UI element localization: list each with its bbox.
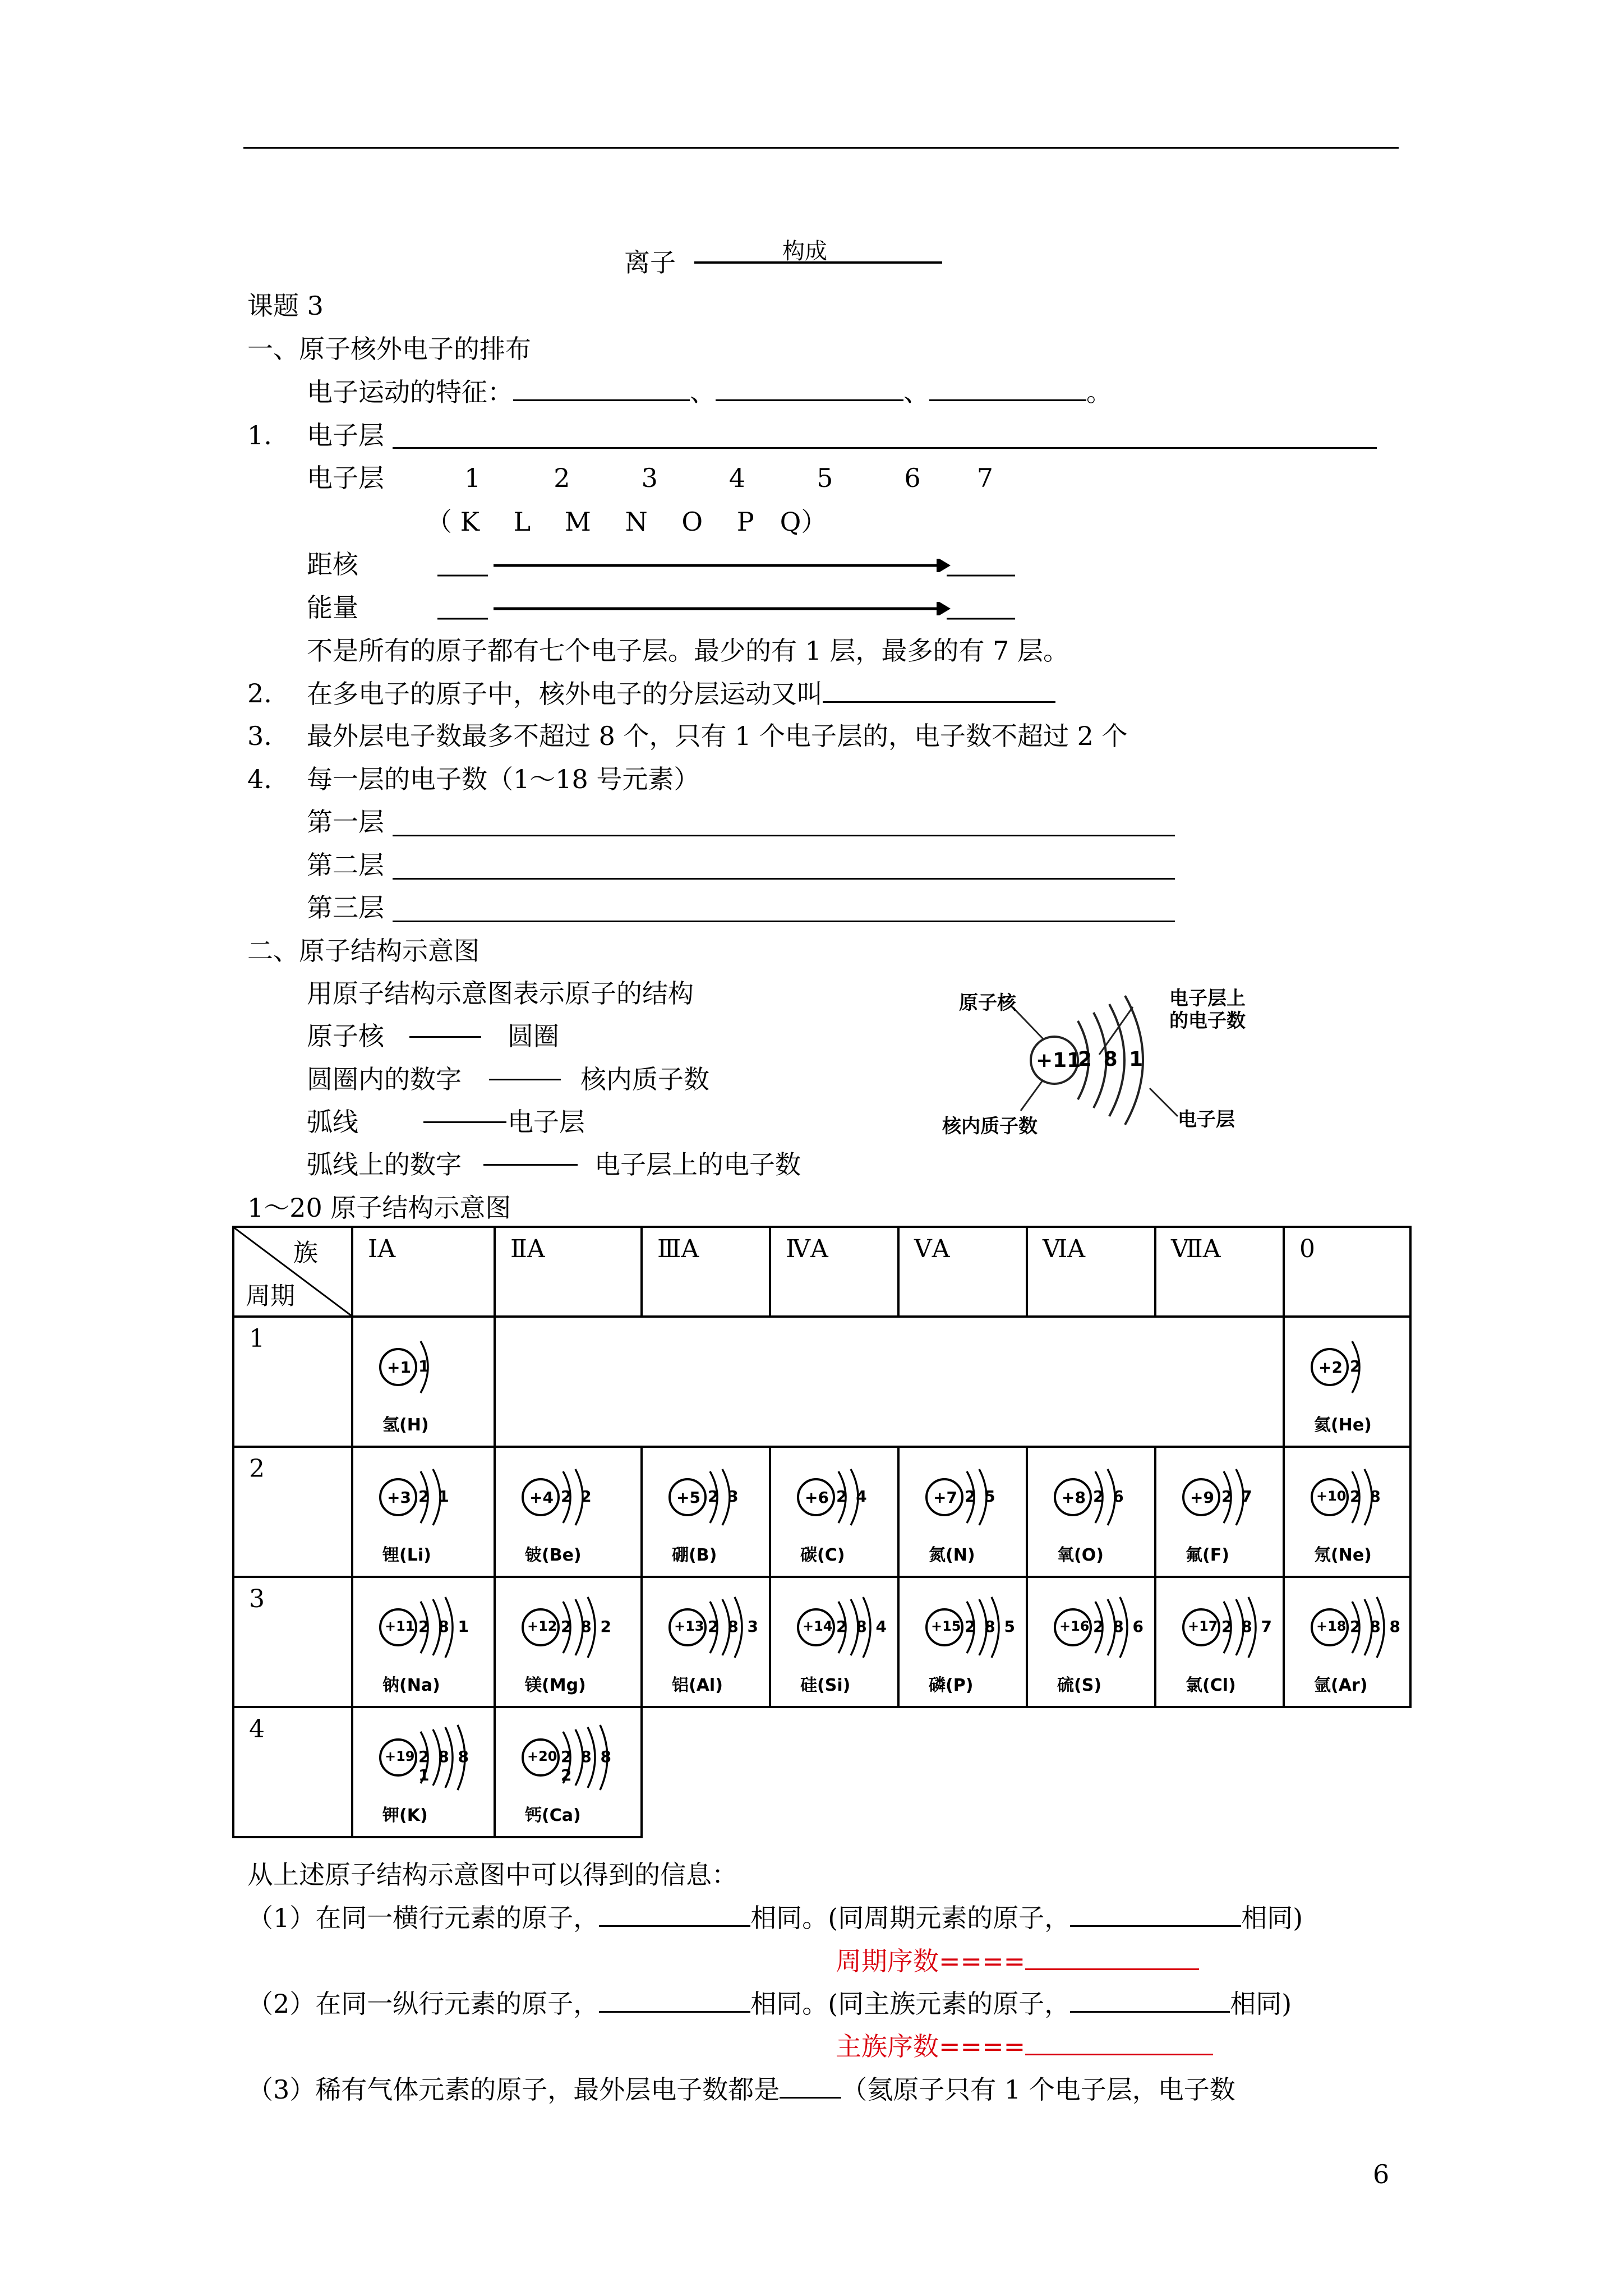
legend-dash bbox=[483, 1164, 578, 1166]
period-label: 4 bbox=[249, 1715, 265, 1743]
element-cell bbox=[1155, 1447, 1284, 1577]
element-cell bbox=[352, 1317, 495, 1447]
group-label: ⅠA bbox=[368, 1235, 396, 1263]
page-title bbox=[624, 246, 676, 279]
diagram-label-shell: 电子层 bbox=[1178, 1108, 1235, 1131]
atom-electrons: 2 1 bbox=[418, 1487, 450, 1506]
blank-1[interactable] bbox=[513, 375, 690, 401]
atom-diagram bbox=[663, 1593, 769, 1699]
element-name: 镁(Mg) bbox=[525, 1676, 586, 1695]
legend-dash bbox=[423, 1121, 506, 1123]
atom-electrons: 2 7 bbox=[1221, 1487, 1253, 1506]
arrow-head-icon bbox=[937, 559, 951, 572]
element-name: 锂(Li) bbox=[382, 1545, 431, 1565]
atom-core: +12 bbox=[527, 1618, 557, 1634]
period-equation: 周期序数==== bbox=[836, 1946, 1026, 1976]
element-name: 氟(F) bbox=[1186, 1545, 1229, 1565]
atom-electrons: 2 8 8 2 bbox=[561, 1747, 612, 1784]
pointer-line bbox=[1021, 1080, 1043, 1111]
diagram-label-protons: 核内质子数 bbox=[942, 1115, 1038, 1138]
layer2-blank[interactable] bbox=[393, 878, 1175, 880]
group-label: ⅢA bbox=[657, 1235, 699, 1263]
layer3-blank[interactable] bbox=[393, 921, 1175, 922]
q1-blank-2[interactable] bbox=[1070, 1901, 1241, 1927]
q1-label-2: 相同。(同周期元素的原子， bbox=[750, 1903, 1071, 1933]
atom-core: +7 bbox=[933, 1488, 957, 1507]
sep: 、 bbox=[690, 377, 716, 407]
empty-span-cell bbox=[495, 1317, 1284, 1447]
group-label: ⅤA bbox=[914, 1235, 950, 1263]
periodic-table bbox=[232, 1226, 1412, 1838]
atom-electrons: 2 8 bbox=[1350, 1487, 1381, 1506]
info-q1-red bbox=[836, 1944, 1199, 1978]
section1-heading: 一、原子核外电子的排布 bbox=[247, 334, 531, 364]
period-cell bbox=[233, 1707, 352, 1837]
atom-diagram bbox=[1177, 1593, 1283, 1699]
element-name: 碳(C) bbox=[800, 1545, 845, 1565]
item2-text bbox=[307, 677, 1055, 711]
atom-diagram bbox=[791, 1593, 898, 1699]
element-cell bbox=[1155, 1577, 1284, 1707]
group-label: ⅦA bbox=[1171, 1235, 1221, 1263]
legend-term: 圆圈内的数字 bbox=[307, 1064, 462, 1094]
layer-number: 2 bbox=[554, 463, 570, 493]
layer-numbers bbox=[464, 461, 993, 495]
element-cell bbox=[770, 1577, 898, 1707]
atom-core: +6 bbox=[805, 1488, 829, 1507]
q2-label: （2）在同一纵行元素的原子， bbox=[247, 1989, 600, 2019]
section2-heading: 二、原子结构示意图 bbox=[247, 936, 479, 966]
distance-label: 距核 bbox=[307, 549, 358, 579]
legend-row-2 bbox=[307, 1062, 462, 1096]
item3-number: 3. bbox=[247, 721, 272, 751]
period-row bbox=[233, 1447, 1410, 1577]
period-label: 2 bbox=[249, 1455, 265, 1483]
atom-core: +4 bbox=[529, 1488, 554, 1507]
sep: 、 bbox=[903, 377, 929, 407]
atom-electrons: 2 4 bbox=[836, 1487, 868, 1506]
element-cell bbox=[1284, 1577, 1410, 1707]
period-label: 1 bbox=[249, 1324, 265, 1353]
table-title: 1～20 原子结构示意图 bbox=[247, 1193, 511, 1223]
blank-2[interactable] bbox=[716, 375, 903, 401]
atom-diagram bbox=[791, 1462, 898, 1569]
element-name: 硼(B) bbox=[672, 1545, 717, 1565]
element-cell bbox=[1284, 1317, 1410, 1447]
layer-number: 5 bbox=[817, 463, 833, 493]
item4-number: 4. bbox=[247, 764, 272, 794]
group-header bbox=[1027, 1227, 1155, 1317]
legend-row-1 bbox=[307, 1019, 384, 1053]
group-blank[interactable] bbox=[1025, 2029, 1213, 2055]
element-cell bbox=[495, 1707, 642, 1837]
layer-number: 6 bbox=[904, 463, 921, 493]
pointer-line bbox=[1015, 1010, 1043, 1039]
info-q2-red bbox=[836, 2029, 1213, 2063]
element-name: 磷(P) bbox=[929, 1676, 974, 1695]
legend-value: 圆圈 bbox=[508, 1021, 559, 1051]
item2-label: 在多电子的原子中，核外电子的分层运动又叫 bbox=[307, 679, 823, 709]
atom-core: +10 bbox=[1316, 1488, 1347, 1504]
period: 。 bbox=[1086, 377, 1112, 407]
atom-electrons: 2 bbox=[1350, 1357, 1362, 1375]
header-rule bbox=[243, 147, 1399, 149]
element-cell bbox=[352, 1707, 495, 1837]
corner-group: 族 bbox=[293, 1239, 318, 1267]
layers-label: 电子层 bbox=[307, 463, 384, 493]
element-cell bbox=[352, 1577, 495, 1707]
q2-blank-2[interactable] bbox=[1070, 1986, 1230, 2013]
item1-label: 电子层 bbox=[307, 420, 384, 450]
energy-label: 能量 bbox=[307, 592, 358, 623]
element-name: 氩(Ar) bbox=[1314, 1676, 1368, 1695]
legend-row-4 bbox=[307, 1148, 462, 1181]
atom-diagram bbox=[374, 1723, 480, 1829]
element-name: 硅(Si) bbox=[800, 1676, 851, 1695]
period-cell bbox=[233, 1577, 352, 1707]
atom-core: +11 bbox=[385, 1618, 415, 1634]
element-cell bbox=[1284, 1447, 1410, 1577]
legend-dash bbox=[409, 1036, 481, 1038]
atom-core: +13 bbox=[674, 1618, 704, 1634]
atom-electrons: 2 8 8 1 bbox=[418, 1747, 469, 1784]
atom-diagram bbox=[516, 1593, 623, 1699]
element-name: 铝(Al) bbox=[672, 1676, 723, 1695]
q3-label-2: （氦原子只有 1 个电子层，电子数 bbox=[841, 2074, 1235, 2105]
layer2-label: 第二层 bbox=[307, 850, 384, 880]
layer1-blank[interactable] bbox=[393, 835, 1175, 836]
legend-value: 电子层 bbox=[508, 1107, 585, 1137]
atom-core: +14 bbox=[803, 1618, 833, 1634]
element-name: 氮(N) bbox=[929, 1545, 975, 1565]
group-label: ⅥA bbox=[1043, 1235, 1086, 1263]
group-header bbox=[352, 1227, 495, 1317]
blank-3[interactable] bbox=[929, 375, 1086, 401]
atom-diagram bbox=[1048, 1462, 1155, 1569]
diagram-label-nucleus: 原子核 bbox=[959, 992, 1016, 1014]
atom-electrons: 2 8 3 bbox=[708, 1617, 759, 1636]
element-name: 硫(S) bbox=[1057, 1676, 1102, 1695]
atom-core: +20 bbox=[527, 1749, 557, 1764]
lesson-label: 课题 3 bbox=[247, 291, 324, 321]
atom-core: +18 bbox=[1316, 1618, 1347, 1634]
element-cell bbox=[495, 1447, 642, 1577]
atom-diagram bbox=[516, 1723, 623, 1829]
q1-label-3: 相同) bbox=[1241, 1903, 1303, 1933]
diagram-electrons: 2 8 1 bbox=[1078, 1048, 1144, 1071]
layer-number: 3 bbox=[641, 463, 658, 493]
atom-diagram bbox=[516, 1462, 623, 1569]
legend-term: 弧线上的数字 bbox=[307, 1149, 462, 1180]
q3-label: （3）稀有气体元素的原子，最外层电子数都是 bbox=[247, 2074, 780, 2105]
info-q3 bbox=[247, 2072, 1235, 2106]
title-handwritten: 构成 bbox=[782, 238, 827, 264]
q1-blank-1[interactable] bbox=[599, 1901, 750, 1927]
element-cell bbox=[898, 1577, 1027, 1707]
group-header bbox=[898, 1227, 1027, 1317]
group-header bbox=[1155, 1227, 1284, 1317]
layer-number: 7 bbox=[976, 463, 993, 493]
element-name: 钠(Na) bbox=[382, 1676, 440, 1695]
legend-term: 原子核 bbox=[307, 1021, 384, 1051]
section2-intro: 用原子结构示意图表示原子的结构 bbox=[307, 978, 694, 1009]
group-header bbox=[495, 1227, 642, 1317]
atom-electrons: 2 8 1 bbox=[418, 1617, 469, 1636]
period-blank[interactable] bbox=[1025, 1944, 1199, 1970]
atom-diagram bbox=[374, 1332, 480, 1439]
legend-value: 核内质子数 bbox=[580, 1064, 709, 1094]
structure-example-diagram bbox=[931, 976, 1290, 1144]
period-row bbox=[233, 1317, 1410, 1447]
element-cell bbox=[642, 1577, 770, 1707]
layer-letters: （ K L M N O P Q） bbox=[426, 507, 827, 537]
pointer-line bbox=[1150, 1088, 1178, 1116]
element-cell bbox=[642, 1447, 770, 1577]
legend-term: 弧线 bbox=[307, 1107, 358, 1137]
atom-electrons: 2 8 5 bbox=[965, 1617, 1016, 1636]
feature-label: 电子运动的特征： bbox=[307, 377, 513, 407]
atom-core: +3 bbox=[387, 1488, 411, 1507]
corner-period: 周期 bbox=[246, 1282, 295, 1310]
atom-core: +16 bbox=[1059, 1618, 1090, 1634]
item4-text: 每一层的电子数（1～18 号元素） bbox=[307, 764, 700, 794]
q2-label-3: 相同) bbox=[1230, 1989, 1292, 2019]
period-row bbox=[233, 1707, 1410, 1837]
atom-core: +15 bbox=[931, 1618, 961, 1634]
element-name: 氖(Ne) bbox=[1314, 1545, 1372, 1565]
item3-text: 最外层电子数最多不超过 8 个，只有 1 个电子层的，电子数不超过 2 个 bbox=[307, 721, 1128, 751]
element-cell bbox=[1027, 1447, 1155, 1577]
layer1-label: 第一层 bbox=[307, 807, 384, 837]
element-cell bbox=[495, 1577, 642, 1707]
q2-label-2: 相同。(同主族元素的原子， bbox=[750, 1989, 1071, 2019]
atom-diagram bbox=[1305, 1332, 1412, 1439]
legend-row-3 bbox=[307, 1105, 358, 1139]
feature-line bbox=[307, 375, 1112, 409]
atom-electrons: 2 2 bbox=[561, 1487, 592, 1506]
title-prefix: 离子 bbox=[624, 247, 676, 278]
atom-electrons: 2 3 bbox=[708, 1487, 739, 1506]
layer-number: 1 bbox=[464, 463, 481, 493]
period-cell bbox=[233, 1447, 352, 1577]
group-label: ⅣA bbox=[786, 1235, 828, 1263]
layer-number: 4 bbox=[728, 463, 746, 493]
element-name: 氦(He) bbox=[1314, 1415, 1372, 1435]
atom-diagram bbox=[374, 1593, 480, 1699]
header-row bbox=[233, 1227, 1410, 1317]
group-header bbox=[1284, 1227, 1410, 1317]
q1-label: （1）在同一横行元素的原子， bbox=[247, 1903, 600, 1933]
atom-electrons: 2 8 8 bbox=[1350, 1617, 1401, 1636]
atom-electrons: 2 8 4 bbox=[836, 1617, 887, 1636]
legend-dash bbox=[489, 1079, 561, 1080]
element-name: 钾(K) bbox=[382, 1806, 428, 1825]
element-cell bbox=[352, 1447, 495, 1577]
atom-core: +9 bbox=[1190, 1488, 1214, 1507]
group-equation: 主族序数==== bbox=[836, 2031, 1026, 2062]
atom-electrons: 2 8 6 bbox=[1093, 1617, 1144, 1636]
corner-cell bbox=[233, 1227, 352, 1317]
atom-core: +2 bbox=[1318, 1358, 1343, 1377]
item2-blank[interactable] bbox=[823, 677, 1055, 703]
legend-value: 电子层上的电子数 bbox=[594, 1149, 801, 1180]
atom-core: +17 bbox=[1188, 1618, 1218, 1634]
arrow-head-icon bbox=[937, 602, 951, 615]
q2-blank-1[interactable] bbox=[599, 1986, 750, 2013]
element-cell bbox=[1027, 1577, 1155, 1707]
page-number: 6 bbox=[1373, 2159, 1390, 2189]
info-q2 bbox=[247, 1986, 1292, 2021]
atom-electrons: 2 8 2 bbox=[561, 1617, 612, 1636]
diagram-core: +11 bbox=[1036, 1049, 1081, 1072]
atom-electrons: 2 8 7 bbox=[1221, 1617, 1272, 1636]
atom-diagram bbox=[663, 1462, 769, 1569]
atom-diagram bbox=[920, 1593, 1026, 1699]
atom-diagram bbox=[920, 1462, 1026, 1569]
layer3-label: 第三层 bbox=[307, 892, 384, 923]
item2-number: 2. bbox=[247, 678, 272, 708]
atom-electrons: 2 6 bbox=[1093, 1487, 1124, 1506]
atom-diagram bbox=[374, 1462, 480, 1569]
info-heading: 从上述原子结构示意图中可以得到的信息： bbox=[247, 1860, 737, 1890]
element-cell bbox=[898, 1447, 1027, 1577]
atom-core: +1 bbox=[387, 1358, 411, 1377]
layer-note: 不是所有的原子都有七个电子层。最少的有 1 层，最多的有 7 层。 bbox=[307, 636, 1069, 666]
q3-blank[interactable] bbox=[780, 2072, 841, 2099]
atom-core: +5 bbox=[676, 1488, 700, 1507]
empty-area bbox=[642, 1707, 1410, 1837]
atom-electrons: 1 bbox=[418, 1357, 430, 1375]
group-label: ⅡA bbox=[510, 1235, 545, 1263]
item1-blank[interactable] bbox=[393, 447, 1377, 449]
element-name: 钙(Ca) bbox=[525, 1806, 581, 1825]
element-name: 氢(H) bbox=[382, 1415, 429, 1435]
diagram-label-electrons-1: 电子层上 bbox=[1169, 987, 1246, 1010]
element-name: 氯(Cl) bbox=[1186, 1676, 1236, 1695]
arrows-diagram bbox=[432, 550, 1021, 623]
period-label: 3 bbox=[249, 1585, 265, 1613]
atom-electrons: 2 5 bbox=[965, 1487, 996, 1506]
element-name: 铍(Be) bbox=[525, 1545, 582, 1565]
atom-core: +8 bbox=[1062, 1488, 1086, 1507]
element-name: 氧(O) bbox=[1057, 1545, 1104, 1565]
element-cell bbox=[770, 1447, 898, 1577]
atom-core: +19 bbox=[385, 1749, 415, 1764]
period-cell bbox=[233, 1317, 352, 1447]
atom-diagram bbox=[1305, 1593, 1412, 1699]
group-header bbox=[770, 1227, 898, 1317]
item1-number: 1. bbox=[247, 420, 272, 450]
period-row bbox=[233, 1577, 1410, 1707]
diagram-label-electrons-2: 的电子数 bbox=[1169, 1010, 1246, 1032]
atom-diagram bbox=[1305, 1462, 1412, 1569]
atom-diagram bbox=[1048, 1593, 1155, 1699]
info-q1 bbox=[247, 1901, 1303, 1935]
atom-diagram bbox=[1177, 1462, 1283, 1569]
group-header bbox=[642, 1227, 770, 1317]
group-label: 0 bbox=[1299, 1235, 1315, 1263]
